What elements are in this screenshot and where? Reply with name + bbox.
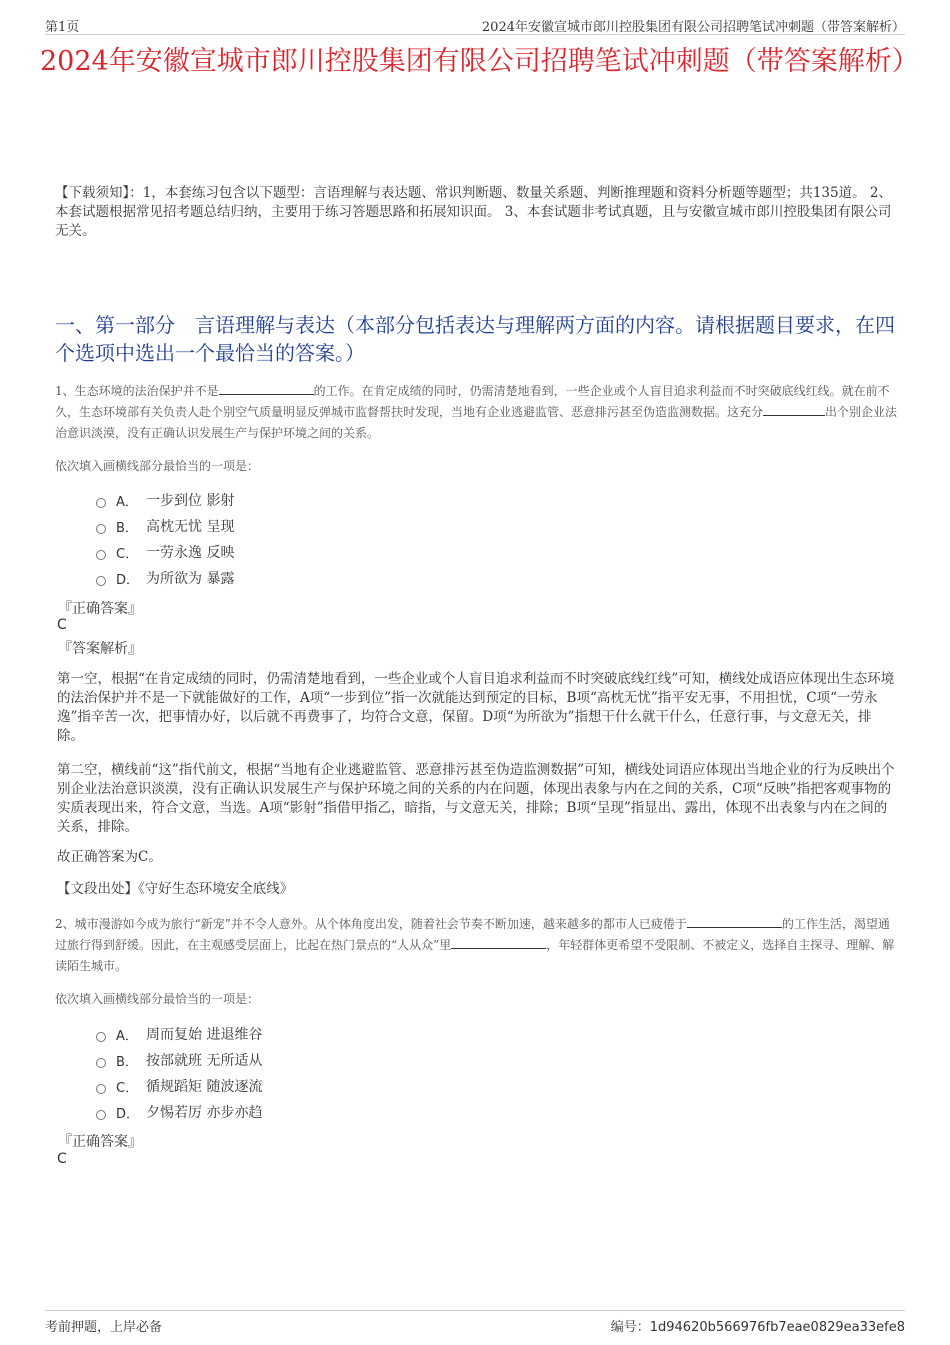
- option-text: 高枕无忧 呈现: [146, 519, 235, 535]
- download-notice: 【下载须知】：1，本套练习包含以下题型：言语理解与表达题、常识判断题、数量关系题、判断推理题和资料分析题等题型；共135道。 2、本套试题根据常见招考题总结归纳，主要用于练习答题思路和拓展知识面。 3、本套试题非考试真题，且与安徽宣城市郎川控股集团有限公司无关。: [55, 185, 892, 239]
- option-text: 为所欲为 暴露: [146, 571, 235, 587]
- option-text: 一步到位 影射: [146, 493, 235, 509]
- question-2-blank-1: [687, 914, 782, 928]
- question-1-analysis-p2: 第二空，横线前“这”指代前文，根据“当地有企业逃避监管、恶意排污甚至伪造监测数据”可知，横线处词语应体现出当地企业的行为反映出个别企业法治意识淡漠，没有正确认识发展生产与保护环境之间的关系的内在问题，体现出表象与内在之间的关系，C项“反映”指把客观事物的实质表现出来，符合文意，当选。A项“影射”指借甲指乙，暗指，与文意无关，排除；B项“呈现”指显出、露出，体现不出表象与内在之间的关系，排除。: [57, 762, 895, 835]
- question-2-text: [55, 914, 900, 977]
- question-2-answer: C: [57, 1151, 67, 1167]
- page-header: [45, 14, 905, 35]
- question-1-part2: 的工作。在肯定成绩的同时，仍需清楚地看到，一些企业或个人盲目追求利益而不时突破底线红线。就在前不久，生态环境部有关负责人赴个别空气质量明显反弹城市监督帮扶时发现，当地有企业逃避监管、恶意排污甚至伪造监测数据。这充分: [55, 384, 890, 419]
- question-1-blank-1: [219, 381, 314, 395]
- option-letter: C．: [116, 1080, 139, 1096]
- radio-icon[interactable]: [96, 1110, 106, 1120]
- option-letter: D．: [116, 1106, 140, 1122]
- question-1-part1: 1、生态环境的法治保护并不是: [55, 384, 219, 398]
- question-1-blank-2: [763, 402, 825, 416]
- radio-icon[interactable]: [96, 550, 106, 560]
- footer-code: 1d94620b566976fb7eae0829ea33efe8: [649, 1320, 905, 1335]
- section-heading: 一、第一部分 言语理解与表达（本部分包括表达与理解两方面的内容。请根据题目要求，在四个选项中选出一个最恰当的答案。）: [55, 313, 895, 365]
- option-letter: D．: [116, 572, 140, 588]
- option-text: 周而复始 进退维谷: [146, 1027, 263, 1043]
- header-doc-title: 2024年安徽宣城市郎川控股集团有限公司招聘笔试冲刺题（带答案解析）: [481, 20, 905, 35]
- option-letter: B．: [116, 520, 138, 536]
- page-footer: [45, 1310, 905, 1335]
- question-1-option-b[interactable]: [96, 513, 234, 539]
- option-text: 夕惕若厉 亦步亦趋: [146, 1105, 263, 1121]
- option-letter: A．: [116, 494, 138, 510]
- option-text: 按部就班 无所适从: [146, 1053, 263, 1069]
- question-1-option-d[interactable]: [96, 565, 234, 591]
- question-1-answer: C: [57, 617, 67, 633]
- radio-icon[interactable]: [96, 1058, 106, 1068]
- question-2-part1: 2、城市漫游如今成为旅行“新宠”并不令人意外。从个体角度出发，随着社会节奏不断加速，越来越多的都市人已疲倦于: [55, 917, 687, 931]
- question-1-options: [96, 487, 234, 591]
- question-2-option-a[interactable]: [96, 1021, 262, 1047]
- page-number: 第1页: [45, 20, 80, 35]
- question-1-prompt: 依次填入画横线部分最恰当的一项是：: [55, 459, 260, 473]
- question-2-options: [96, 1021, 262, 1125]
- question-1-part3: 出个别企业法治意识淡漠，没有正确认识发展生产与保护环境之间的关系。: [55, 405, 898, 440]
- question-1-analysis-p1: 第一空，根据“在肯定成绩的同时，仍需清楚地看到，一些企业或个人盲目追求利益而不时突破底线红线”可知，横线处成语应体现出生态环境的法治保护并不是一下就能做好的工作，A项“一步到位”指一次就能达到预定的目标，B项“高枕无忧”指平安无事，不用担忧，C项“一劳永逸”指辛苦一次，把事情办好，以后就不再费事了，均符合文意，保留。D项“为所欲为”指想干什么就干什么，任意行事，与文意无关，排除。: [57, 671, 895, 744]
- question-2-prompt: 依次填入画横线部分最恰当的一项是：: [55, 992, 260, 1006]
- question-2-part2: 的工作生活，渴望通过旅行得到舒缓。因此，在主观感受层面上，比起在热门景点的“人从众”里: [55, 917, 890, 952]
- question-2-option-b[interactable]: [96, 1047, 262, 1073]
- footer-slogan: 考前押题，上岸必备: [45, 1320, 163, 1335]
- question-1-source: 【文段出处】《守好生态环境安全底线》: [57, 881, 294, 897]
- radio-icon[interactable]: [96, 1032, 106, 1042]
- question-2-answer-label: 『正确答案』: [58, 1134, 142, 1150]
- question-1-analysis-label: 『答案解析』: [58, 641, 142, 657]
- question-1-analysis-p3: 故正确答案为C。: [57, 849, 162, 865]
- radio-icon[interactable]: [96, 498, 106, 508]
- option-letter: C．: [116, 546, 139, 562]
- footer-code-line: [611, 1316, 905, 1335]
- option-text: 循规蹈矩 随波逐流: [146, 1079, 263, 1095]
- option-letter: A．: [116, 1028, 138, 1044]
- question-1-text: [55, 381, 900, 444]
- question-1-answer-label: 『正确答案』: [58, 601, 142, 617]
- question-2-option-d[interactable]: [96, 1099, 262, 1125]
- option-letter: B．: [116, 1054, 138, 1070]
- question-1-option-a[interactable]: [96, 487, 234, 513]
- radio-icon[interactable]: [96, 524, 106, 534]
- radio-icon[interactable]: [96, 1084, 106, 1094]
- question-2-option-c[interactable]: [96, 1073, 262, 1099]
- option-text: 一劳永逸 反映: [146, 545, 235, 561]
- radio-icon[interactable]: [96, 576, 106, 586]
- question-1-option-c[interactable]: [96, 539, 234, 565]
- document-title: 2024年安徽宣城市郎川控股集团有限公司招聘笔试冲刺题（带答案解析）: [40, 46, 919, 77]
- question-2-part3: ，年轻群体更希望不受限制、不被定义，选择自主探寻、理解、解读陌生城市。: [55, 938, 895, 973]
- footer-code-label: 编号：: [610, 1320, 650, 1335]
- question-2-blank-2: [451, 935, 546, 949]
